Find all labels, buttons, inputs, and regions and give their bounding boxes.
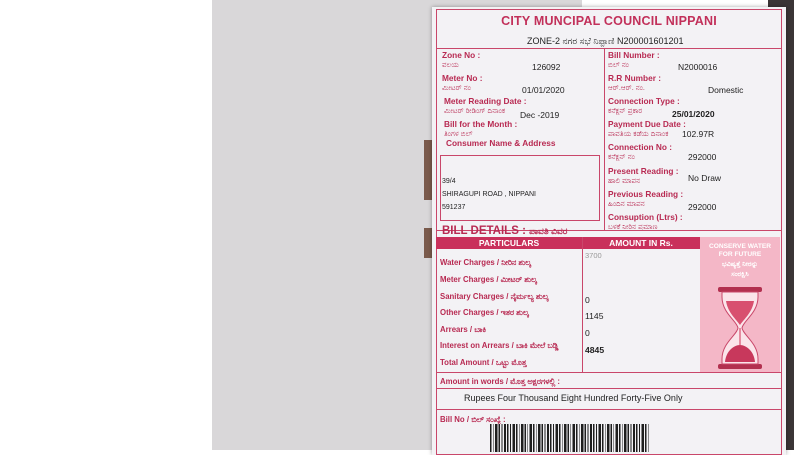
conserve-text: ಭವಿಷ್ಯತ್ತೆ ನೀರನ್ನು — [721, 261, 758, 268]
bill-number-label-kn: ಬಿಲ್ ನಂ — [608, 60, 629, 69]
present-reading-value: No Draw — [688, 173, 722, 183]
previous-reading-label-kn: ಹಿಂದಿನ ಮಾಪನ — [608, 199, 645, 208]
rr-value: Domestic — [708, 85, 744, 95]
zone-line: ZONE-2 ನಗರ ಸಭೆ ನಿಪ್ಪಾಣಿ N200001601201 — [527, 36, 684, 46]
previous-reading-value: 292000 — [688, 202, 717, 212]
conserve-water-panel — [700, 237, 780, 372]
connection-no-value: 292000 — [688, 152, 717, 162]
column-divider — [604, 48, 605, 230]
water-bill — [432, 7, 786, 455]
bill-number-value: N2000016 — [678, 62, 718, 72]
charge-label: Total Amount / ಒಟ್ಟು ಮೊತ್ತ — [440, 358, 527, 367]
amount-words-label: Amount in words / ಮೊತ್ತ ಅಕ್ಷರಗಳಲ್ಲಿ : — [440, 377, 561, 386]
charge-amount: 3700 — [585, 251, 602, 260]
reading-date-label-kn: ಮೀಟರ್ ರೀಡಿಂಗ್ ದಿನಾಂಕ — [444, 106, 506, 115]
amount-header: AMOUNT IN Rs. — [582, 237, 700, 249]
charge-amount: 1145 — [585, 311, 604, 321]
photo-background — [212, 0, 772, 450]
meter-label: Meter No : — [442, 73, 483, 83]
consumer-label: Consumer Name & Address — [446, 138, 556, 148]
meter-value: 01/01/2020 — [522, 85, 565, 95]
connection-no-label-kn: ಕನೆಕ್ಷನ್ ನಂ — [608, 152, 635, 161]
due-date-value: 102.97R — [682, 129, 715, 139]
reading-date-label: Meter Reading Date : — [444, 96, 527, 106]
divider — [436, 372, 782, 373]
charge-label: Other Charges / ಇತರ ಶುಲ್ಕ — [440, 308, 529, 317]
hourglass-icon — [716, 285, 764, 371]
divider — [436, 409, 782, 410]
reading-date-value: Dec -2019 — [520, 110, 560, 120]
address-line-2: SHIRAGUPI ROAD , NIPPANI — [442, 191, 536, 198]
divider — [436, 388, 782, 389]
meter-label-kn: ಮೀಟರ್ ನಂ — [442, 83, 471, 92]
column-divider — [582, 237, 583, 372]
zone-value: 126092 — [532, 62, 561, 72]
conserve-text: FOR FUTURE — [718, 251, 762, 258]
rr-label-kn: ಆರ್.ಆರ್. ನಂ. — [608, 83, 645, 92]
address-line-3: 591237 — [442, 204, 466, 211]
bill-details-heading: BILL DETAILS : ಪಾವತಿ ವಿವರ — [442, 225, 568, 237]
charge-label: Interest on Arrears / ಬಾಕಿ ಮೇಲೆ ಬಡ್ಡಿ — [440, 341, 559, 350]
bill-no-label: Bill No / ಬಿಲ್ ಸಂಖ್ಯೆ : — [440, 415, 506, 424]
bill-month-label-kn: ತಿಂಗಳ ಬಿಲ್ — [444, 129, 473, 138]
zone-label: Zone No : — [442, 50, 481, 60]
charge-label: Arrears / ಬಾಕಿ — [440, 325, 486, 334]
consumption-label-kn: ಬಳಕೆ ನೀರಿನ ಪ್ರಮಾಣ — [608, 222, 658, 231]
amount-words-value: Rupees Four Thousand Eight Hundred Forty-Five Only — [464, 393, 683, 403]
conserve-text: ಸಂರಕ್ಷಿಸಿ — [731, 271, 749, 278]
address-box — [440, 155, 600, 221]
bill-serial: N200001601201 — [616, 36, 684, 46]
address-line-1: 39/4 — [442, 178, 456, 185]
charge-amount: 0 — [585, 328, 590, 338]
particulars-header: PARTICULARS — [436, 237, 582, 249]
rr-label: R.R Number : — [608, 73, 662, 83]
consumption-label: Consuption (Ltrs) : — [608, 212, 683, 222]
bill-month-label: Bill for the Month : — [444, 119, 518, 129]
charge-label: Water Charges / ನೀರಿನ ಶುಲ್ಕ — [440, 258, 531, 267]
bill-number-label: Bill Number : — [608, 50, 660, 60]
connection-type-label: Connection Type : — [608, 96, 680, 106]
conserve-text: CONSERVE WATER — [708, 243, 772, 250]
barcode — [490, 424, 650, 452]
charge-label: Sanitary Charges / ನೈರ್ಮಲ್ಯ ಶುಲ್ಕ — [440, 292, 549, 301]
present-reading-label: Present Reading : — [608, 166, 679, 176]
zone-label-kn: ವಲಯ — [442, 60, 459, 69]
connection-no-label: Connection No : — [608, 142, 673, 152]
present-reading-label-kn: ಹಾಲಿ ಮಾಪನ — [608, 176, 641, 185]
divider — [436, 48, 782, 49]
charge-label: Meter Charges / ಮೀಟರ್ ಶುಲ್ಕ — [440, 275, 537, 284]
connection-type-label-kn: ಕನೆಕ್ಷನ್ ಪ್ರಕಾರ — [608, 106, 643, 115]
due-date-label-kn: ಪಾವತಿಯ ಕಡೆಯ ದಿನಾಂಕ — [608, 129, 669, 138]
previous-reading-label: Previous Reading : — [608, 189, 684, 199]
due-date-label: Payment Due Date : — [608, 119, 686, 129]
charge-amount: 0 — [585, 295, 590, 305]
connection-type-value: 25/01/2020 — [672, 109, 715, 119]
charge-amount: 4845 — [585, 345, 605, 355]
council-title: CITY MUNCIPAL COUNCIL NIPPANI — [501, 14, 717, 28]
